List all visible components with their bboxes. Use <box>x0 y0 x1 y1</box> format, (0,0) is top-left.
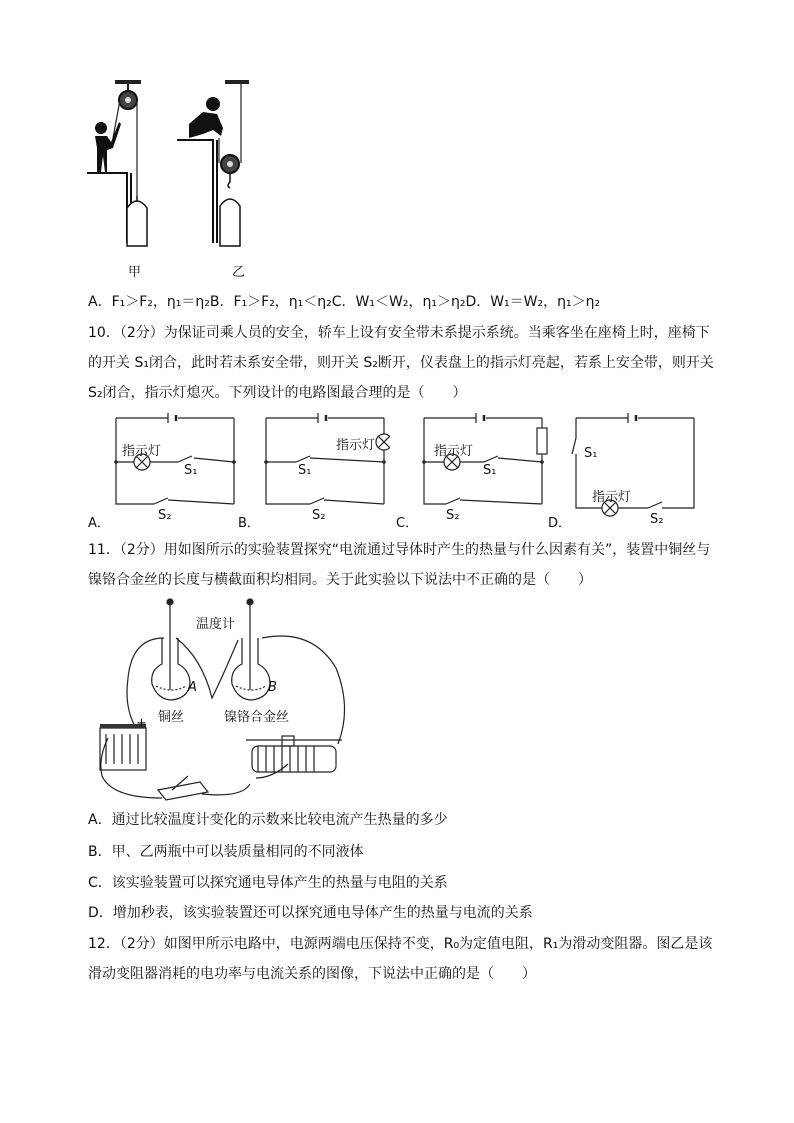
circuit-d-lamp-label: 指示灯 <box>592 490 632 505</box>
circuit-b-option-label: B． <box>238 516 260 531</box>
circuit-c-lamp-label: 指示灯 <box>434 444 474 459</box>
q12-stem-line2: 滑动变阻器消耗的电功率与电流关系的图像，下说法中正确的是（ ） <box>88 966 536 982</box>
q9-options: A．F₁＞F₂，η₁＝η₂B．F₁＞F₂，η₁＜η₂C．W₁＜W₂，η₁＞η₂D．W₁＝W₂，η₁＞η₂ <box>88 294 601 310</box>
circuit-d-s1-label: S₁ <box>584 446 598 461</box>
q10-stem-line1: 10．（2分）为保证司乘人员的安全，轿车上设有安全带未系提示系统。当乘客坐在座椅上时，座椅下 <box>88 325 710 341</box>
q11-option-b: B．甲、乙两瓶中可以装质量相同的不同液体 <box>88 844 364 860</box>
q10-stem-line2: 的开关 S₁闭合，此时若未系安全带，则开关 S₂断开，仪表盘上的指示灯亮起，若系上安全带，则开关 <box>88 355 714 371</box>
circuit-d <box>570 410 700 520</box>
copper-wire-label: 铜丝 <box>158 710 185 725</box>
circuit-a-lamp-label: 指示灯 <box>122 444 162 459</box>
q11-option-a: A．通过比较温度计变化的示数来比较电流产生热量的多少 <box>88 812 448 828</box>
q11-stem-line1: 11．（2分）用如图所示的实验装置探究“电流通过导体时产生的热量与什么因素有关”，装置中铜丝与 <box>88 542 711 558</box>
q10-stem-line3: S₂闭合，指示灯熄灭。下列设计的电路图最合理的是（ ） <box>88 385 467 401</box>
circuit-a-s2-label: S₂ <box>158 508 172 523</box>
q11-option-d: D．增加秒表，该实验装置还可以探究通电导体产生的热量与电流的关系 <box>88 905 533 921</box>
circuit-a <box>110 410 240 520</box>
circuit-b-s2-label: S₂ <box>312 508 326 523</box>
q12-stem-line1: 12．（2分）如图甲所示电路中，电源两端电压保持不变，R₀为定值电阻，R₁为滑动变阻器。图乙是该 <box>88 936 713 952</box>
circuit-a-option-label: A． <box>88 516 110 531</box>
flask-a-label: A <box>188 680 197 695</box>
nichrome-wire-label: 镍铬合金丝 <box>224 710 290 725</box>
circuit-b-lamp-label: 指示灯 <box>336 438 376 453</box>
circuit-c-s2-label: S₂ <box>446 508 460 523</box>
pulley-figure <box>85 78 285 253</box>
q11-stem-line2: 镍铬合金丝的长度与横截面积均相同。关于此实验以下说法中不正确的是（ ） <box>88 572 592 588</box>
q11-option-c: C．该实验装置可以探究通电导体产生的热量与电阻的关系 <box>88 875 448 891</box>
figure-label-yi: 乙 <box>232 265 246 280</box>
circuit-d-option-label: D． <box>548 516 572 531</box>
thermometer-label: 温度计 <box>196 617 236 632</box>
circuit-d-s2-label: S₂ <box>650 512 664 527</box>
circuit-c-option-label: C． <box>396 516 419 531</box>
circuit-a-s1-label: S₁ <box>184 463 198 478</box>
flask-b-label: B <box>268 680 277 695</box>
circuit-b-s1-label: S₁ <box>298 463 312 478</box>
figure-label-jia: 甲 <box>128 265 142 280</box>
circuit-c-s1-label: S₁ <box>483 463 497 478</box>
circuit-b <box>260 410 390 520</box>
battery-plus-label: + <box>136 716 147 731</box>
